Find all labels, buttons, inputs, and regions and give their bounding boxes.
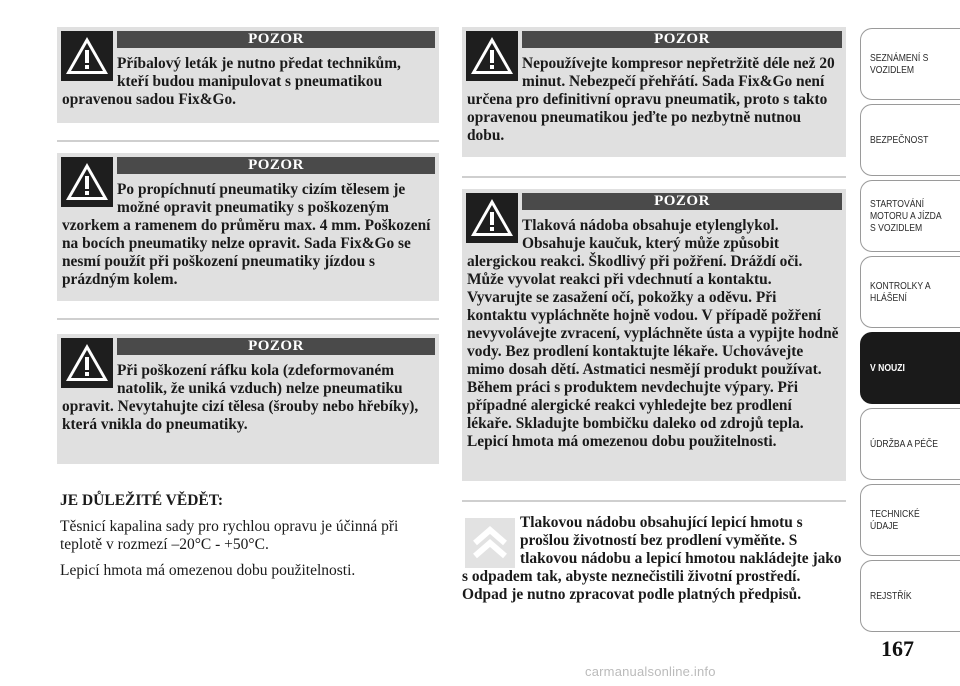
warning-title: POZOR	[117, 338, 435, 355]
tab-label: KONTROLKY A HLÁŠENÍ	[870, 280, 931, 304]
warning-text: Tlaková nádoba obsahuje etylenglykol. Obsahuje kaučuk, který může způsobit alergickou reakci. Škodlivý při požření. Dráždí oči. Může vyvolat reakci při vdechnutí a kontaktu. Vyvarujte se zasažení očí, pokožky a oděvu. Při kontaktu vypláchněte hojně vodou. V případě požření nevyvolávejte zvracení, vypláchněte ústa a vypijte hodně vody. Bez prodlení kontaktujte lékaře. Uchovávejte mimo dosah dětí. Astmatici nesmějí produkt používat. Během práci s produktem nevdechujte výpary. Při případné alergické reakci vyhledejte bez prodlení lékaře. Skladujte bombičku daleko od zdrojů tepla. Lepicí hmota má omezenou dobu použitelnosti.	[467, 217, 839, 450]
chapter-sidebar	[858, 0, 960, 686]
tab-rejstrik[interactable]	[860, 560, 960, 632]
tab-seznameni-s-vozidlem[interactable]	[860, 28, 960, 100]
warning-box-5	[462, 189, 846, 481]
warning-box-4	[462, 27, 846, 157]
important-paragraph: Těsnicí kapalina sady pro rychlou opravu je účinná při teplotě v rozmezí –20°C - +50°C.	[60, 518, 399, 553]
warning-box-3	[57, 334, 439, 464]
watermark: carmanualsonline.info	[585, 664, 716, 679]
tab-label: V NOUZI	[870, 362, 905, 374]
tab-udrzba-a-pece[interactable]	[860, 408, 960, 480]
warning-title: POZOR	[117, 157, 435, 174]
tab-v-nouzi[interactable]	[860, 332, 960, 404]
warning-text: Příbalový leták je nutno předat technikům, kteří budou manipulovat s pneumatikou opravenou sadou Fix&Go.	[62, 55, 401, 108]
tab-startovani[interactable]	[860, 180, 960, 252]
separator	[462, 500, 846, 502]
warning-title: POZOR	[117, 31, 435, 48]
warning-text: Po propíchnutí pneumatiky cizím tělesem je možné opravit pneumatiky s poškozeným vzorkem a ramenem do průměru max. 4 mm. Poškození na bocích pneumatiky nelze opravit. Sada Fix&Go se nesmí použít při poškození pneumatiky jízdou s prázdným kolem.	[62, 181, 431, 288]
separator	[57, 318, 439, 320]
page-number: 167	[881, 636, 914, 661]
warning-text: Nepoužívejte kompresor nepřetržitě déle než 20 minut. Nebezpečí přehřátí. Sada Fix&Go není určena pro definitivní opravu pneumatik, proto s takto opravenou pneumatikou jeďte po nezbytně nutnou dobu.	[467, 55, 835, 144]
warning-title: POZOR	[522, 193, 842, 210]
separator	[57, 140, 439, 142]
environment-note	[462, 514, 844, 604]
warning-box-2	[57, 153, 439, 301]
tab-kontrolky[interactable]	[860, 256, 960, 328]
tab-label: TECHNICKÉ ÚDAJE	[870, 508, 920, 532]
environment-note-text: Tlakovou nádobu obsahující lepicí hmotu s prošlou životností bez prodlení vyměňte. S tlakovou nádobu a lepicí hmotou nakládejte jako s odpadem tak, abyste neznečistili životní prostředí. Odpad je nutno zpracovat podle platných předpisů.	[462, 514, 842, 603]
separator	[462, 176, 846, 178]
warning-box-1	[57, 27, 439, 123]
warning-text: Při poškození ráfku kola (zdeformovaném natolik, že uniká vzduch) nelze pneumatiku opravit. Nevytahujte cizí tělesa (šrouby nebo hřebíky), která vnikla do pneumatiky.	[62, 362, 419, 433]
important-heading: JE DŮLEŽITÉ VĚDĚT:	[60, 492, 224, 509]
tab-bezpecnost[interactable]	[860, 104, 960, 176]
recycling-chevron-icon	[465, 518, 515, 568]
tab-label: BEZPEČNOST	[870, 134, 929, 146]
important-paragraph: Lepicí hmota má omezenou dobu použitelnosti.	[60, 562, 356, 579]
tab-label: SEZNÁMENÍ S VOZIDLEM	[870, 52, 929, 76]
tab-label: ÚDRŽBA A PÉČE	[870, 438, 938, 450]
tab-label: STARTOVÁNÍ MOTORU A JÍZDA S VOZIDLEM	[870, 198, 942, 234]
tab-label: REJSTŘÍK	[870, 590, 912, 602]
warning-title: POZOR	[522, 31, 842, 48]
tab-technicke-udaje[interactable]	[860, 484, 960, 556]
